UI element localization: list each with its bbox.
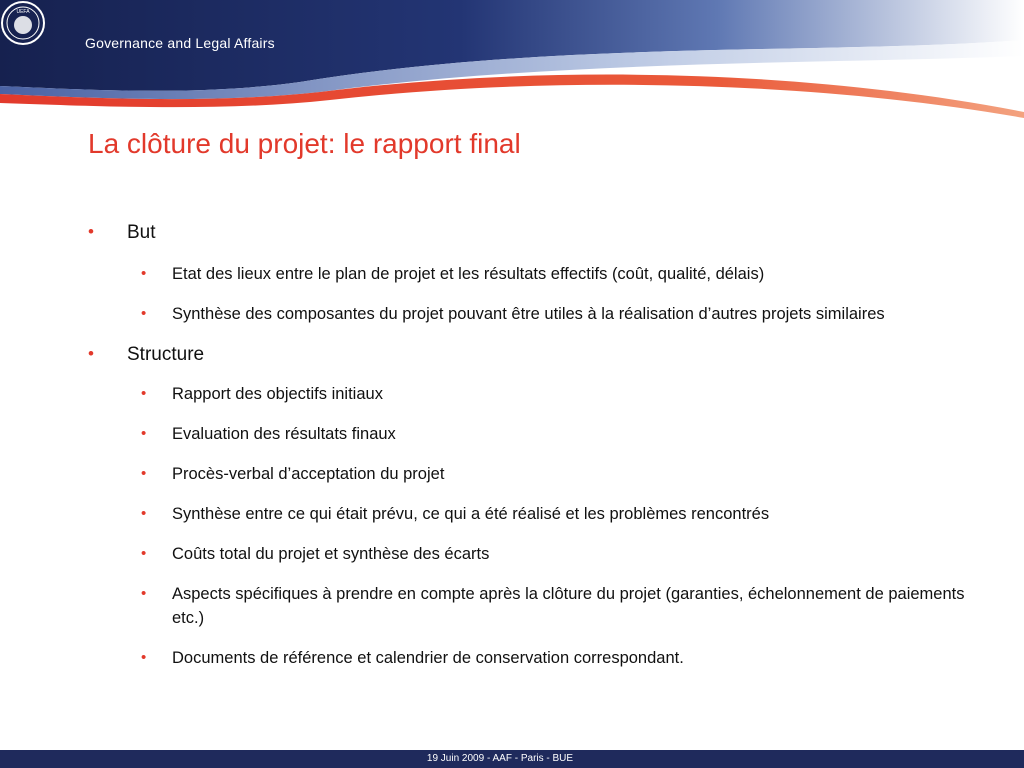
bullet-icon: • bbox=[141, 585, 147, 603]
list-item: • Coûts total du projet et synthèse des écarts bbox=[141, 545, 490, 564]
footer-bar bbox=[0, 750, 1024, 768]
list-item: • Etat des lieux entre le plan de projet et les résultats effectifs (coût, qualité, délais) bbox=[141, 264, 765, 283]
header-banner bbox=[0, 0, 1024, 120]
section-heading-structure: • Structure bbox=[88, 343, 205, 365]
uefa-logo-icon bbox=[0, 0, 46, 46]
header-swoosh-graphic bbox=[0, 0, 1024, 120]
bullet-icon: • bbox=[141, 505, 147, 523]
list-item: • Synthèse entre ce qui était prévu, ce qui a été réalisé et les problèmes rencontrés bbox=[141, 505, 770, 524]
list-item: • Evaluation des résultats finaux bbox=[141, 425, 396, 444]
organization-name: Governance and Legal Affairs bbox=[85, 35, 275, 51]
list-item: • Documents de référence et calendrier de conservation correspondant. bbox=[141, 648, 684, 667]
bullet-icon: • bbox=[141, 425, 147, 443]
slide-content bbox=[88, 222, 968, 671]
bullet-icon: • bbox=[141, 648, 147, 666]
bullet-icon: • bbox=[141, 385, 147, 403]
bullet-icon: • bbox=[88, 222, 94, 241]
list-item: • Rapport des objectifs initiaux bbox=[141, 385, 383, 404]
list-item: • Procès-verbal d’acceptation du projet bbox=[141, 465, 445, 484]
bullet-icon: • bbox=[141, 264, 147, 282]
bullet-icon: • bbox=[141, 304, 147, 322]
bullet-icon: • bbox=[88, 343, 94, 363]
slide-title: La clôture du projet: le rapport final bbox=[88, 128, 521, 159]
bullet-icon: • bbox=[141, 465, 147, 483]
svg-text:UEFA: UEFA bbox=[16, 9, 30, 15]
list-item: • Synthèse des composantes du projet pouvant être utiles à la réalisation d’autres projets similaires bbox=[141, 304, 885, 323]
bullet-icon: • bbox=[141, 545, 147, 563]
list-item: • Aspects spécifiques à prendre en compte après la clôture du projet (garanties, échelonnement de paiements etc.) bbox=[141, 585, 965, 627]
footer-text: 19 Juin 2009 - AAF - Paris - BUE bbox=[426, 753, 574, 764]
section-heading-but: • But bbox=[88, 222, 156, 243]
